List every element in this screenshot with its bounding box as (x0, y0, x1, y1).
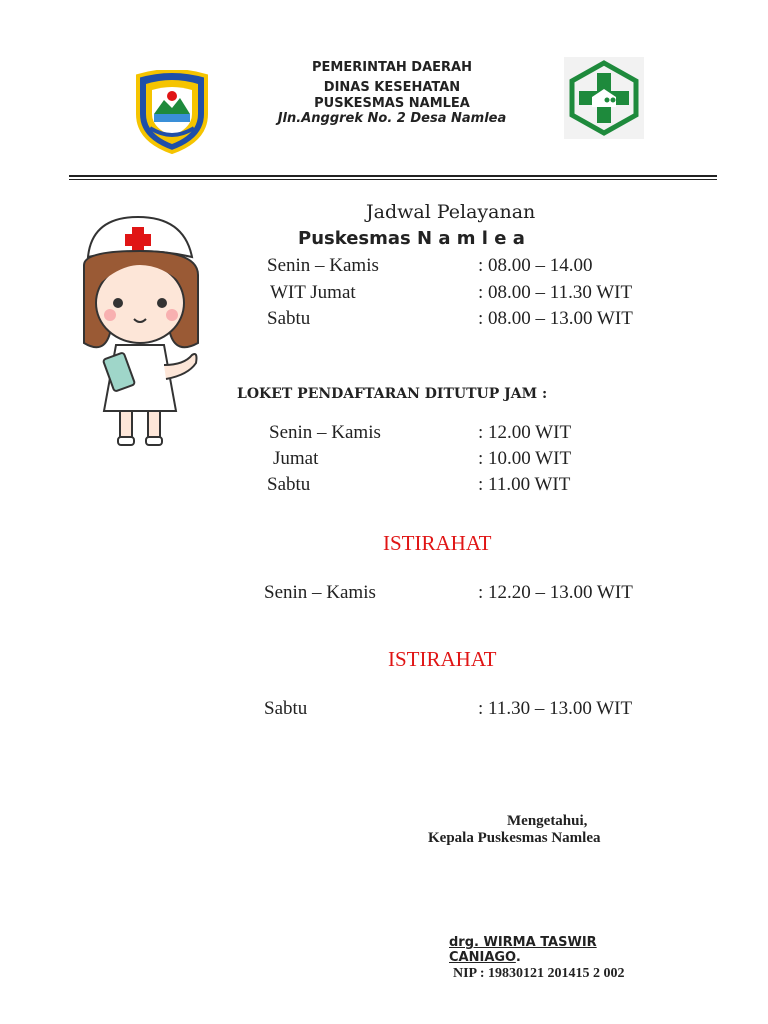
acknowledged-label: Mengetahui, (507, 813, 588, 829)
break-heading-2: ISTIRAHAT (388, 647, 497, 671)
signer-name-dot: . (515, 950, 521, 965)
signer-name-line2 (449, 950, 521, 965)
header-address: Jln.Anggrek No. 2 Desa Namlea (277, 111, 507, 126)
break-day-1: Senin – Kamis (264, 582, 376, 603)
signer-name-line1: drg. WIRMA TASWIR (449, 935, 597, 950)
signer-position: Kepala Puskesmas Namlea (428, 830, 601, 846)
nurse-illustration (80, 215, 205, 447)
signer-nip: NIP : 19830121 201415 2 002 (453, 966, 625, 981)
break-time-1: : 12.20 – 13.00 WIT (478, 582, 633, 603)
registration-day-3: Sabtu (267, 474, 311, 495)
header-department: DINAS KESEHATAN (323, 80, 461, 95)
service-time-1: : 08.00 – 14.00 (478, 255, 593, 276)
break-heading-1: ISTIRAHAT (383, 531, 492, 555)
break-time-2: : 11.30 – 13.00 WIT (478, 698, 633, 719)
header-puskesmas: PUSKESMAS NAMLEA (314, 96, 470, 111)
service-day-2: WIT Jumat (270, 282, 356, 303)
registration-time-1: : 12.00 WIT (478, 422, 572, 443)
registration-time-2: : 10.00 WIT (478, 448, 572, 469)
signer-name-surname: CANIAGO (449, 950, 516, 965)
header-divider-thick (69, 175, 717, 177)
header-government: PEMERINTAH DAERAH (312, 60, 472, 75)
schedule-subtitle: Puskesmas N a m l e a (298, 228, 525, 249)
registration-day-2: Jumat (273, 448, 319, 469)
service-day-3: Sabtu (267, 308, 311, 329)
puskesmas-logo (564, 57, 644, 139)
registration-time-3: : 11.00 WIT (478, 474, 571, 495)
service-day-1: Senin – Kamis (267, 255, 379, 276)
registration-day-1: Senin – Kamis (269, 422, 381, 443)
service-time-3: : 08.00 – 13.00 WIT (478, 308, 633, 329)
registration-heading: LOKET PENDAFTARAN DITUTUP JAM : (237, 386, 548, 402)
break-day-2: Sabtu (264, 698, 308, 719)
service-time-2: : 08.00 – 11.30 WIT (478, 282, 633, 303)
schedule-title: Jadwal Pelayanan (366, 201, 536, 223)
header-divider-thin (69, 179, 717, 180)
